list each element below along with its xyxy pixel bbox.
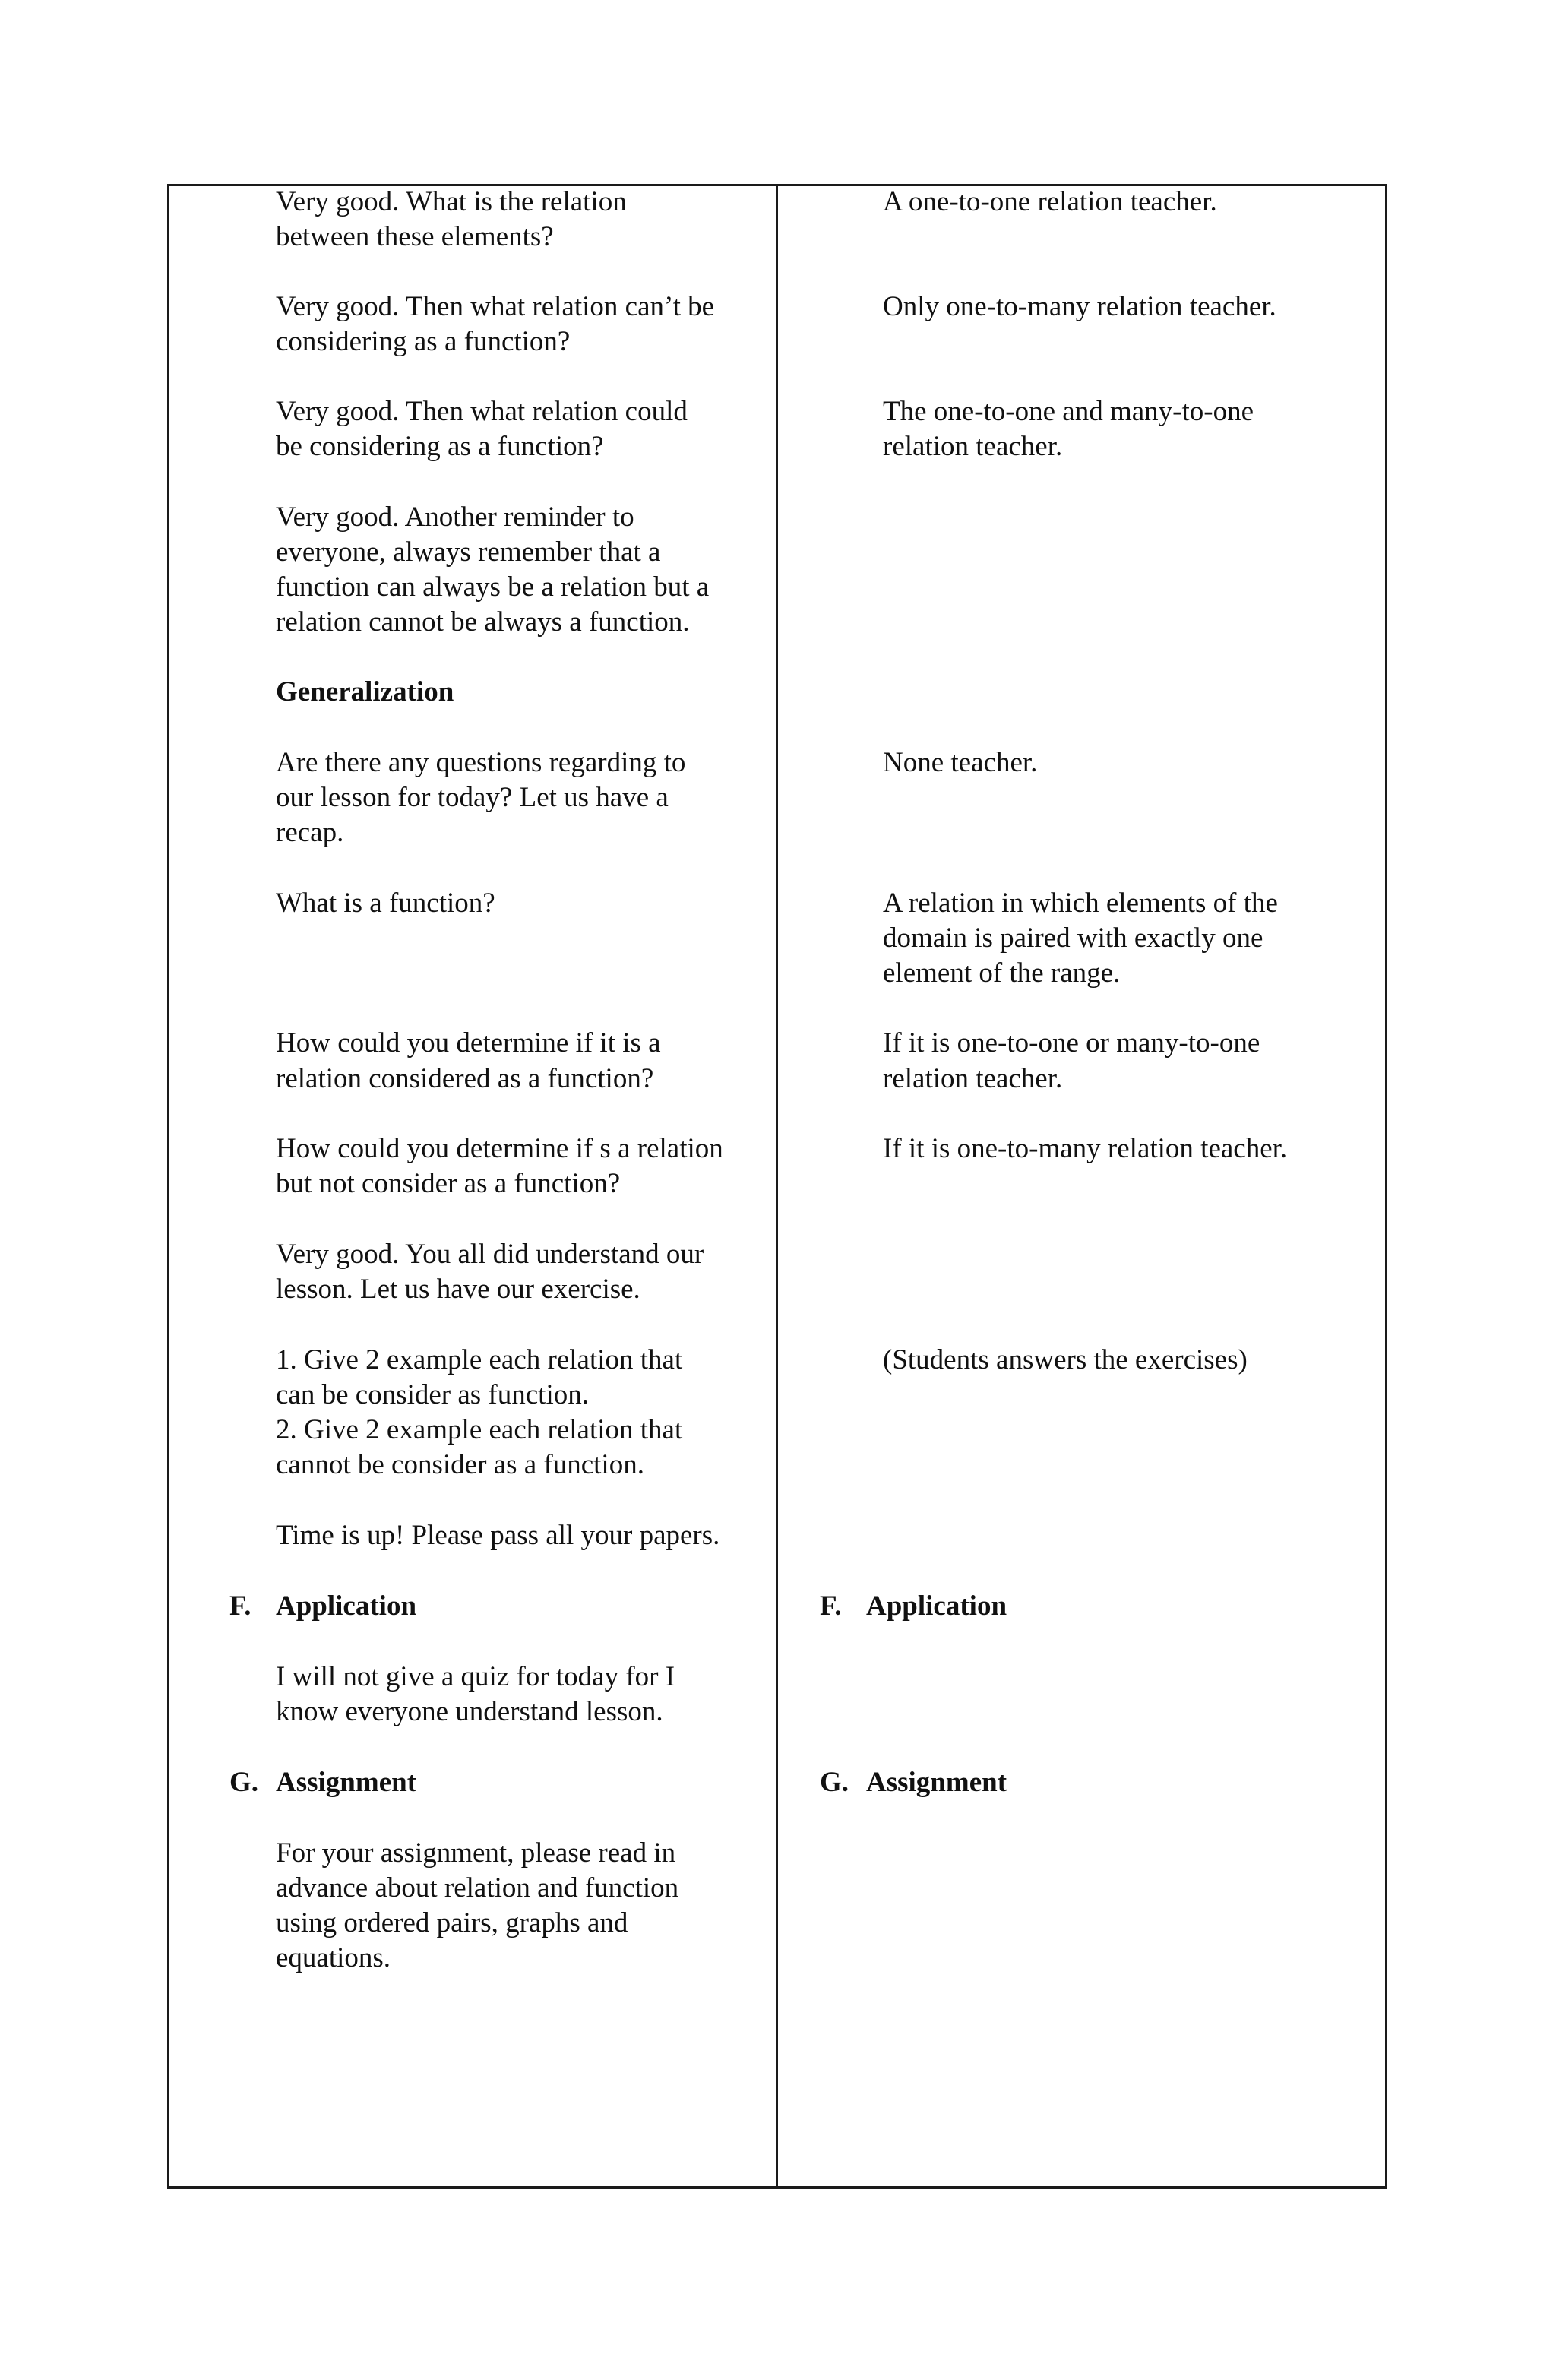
teacher-text-line: Very good. Another reminder to xyxy=(276,502,634,533)
teacher-text-line: equations. xyxy=(276,1942,391,1973)
teacher-text-line: relation considered as a function? xyxy=(276,1063,654,1094)
teacher-text-line: function can always be a relation but a xyxy=(276,571,710,603)
teacher-text-line: know everyone understand lesson. xyxy=(276,1696,663,1727)
section-f-letter: F. xyxy=(820,1590,842,1622)
section-g-letter: G. xyxy=(229,1767,259,1798)
teacher-text-line: lesson. Let us have our exercise. xyxy=(276,1274,640,1305)
teacher-text-line: 1. Give 2 example each relation that xyxy=(276,1344,683,1375)
teacher-text-line: I will not give a quiz for today for I xyxy=(276,1661,675,1692)
teacher-text-line: but not consider as a function? xyxy=(276,1168,621,1199)
section-g-title: Assignment xyxy=(276,1767,417,1798)
teacher-text-line: Very good. Then what relation can’t be xyxy=(276,291,715,322)
teacher-text-line: What is a function? xyxy=(276,888,495,919)
student-text-line: The one-to-one and many-to-one xyxy=(883,396,1254,427)
teacher-text-line: How could you determine if s a relation xyxy=(276,1133,723,1164)
teacher-text-line: cannot be consider as a function. xyxy=(276,1449,644,1480)
student-text-line: A relation in which elements of the xyxy=(883,888,1278,919)
teacher-text-line: everyone, always remember that a xyxy=(276,536,661,568)
student-text-line: Only one-to-many relation teacher. xyxy=(883,291,1276,322)
student-text-line: A one-to-one relation teacher. xyxy=(883,186,1217,217)
student-text-line: relation teacher. xyxy=(883,431,1063,462)
student-text-line: domain is paired with exactly one xyxy=(883,923,1263,954)
teacher-text-line: How could you determine if it is a xyxy=(276,1027,661,1059)
section-f-title: Application xyxy=(276,1590,417,1622)
teacher-text-line: Are there any questions regarding to xyxy=(276,747,686,778)
section-g-letter: G. xyxy=(820,1767,849,1798)
student-text-line: If it is one-to-many relation teacher. xyxy=(883,1133,1288,1164)
student-text-line: (Students answers the exercises) xyxy=(883,1344,1248,1375)
teacher-text-line: Time is up! Please pass all your papers. xyxy=(276,1520,720,1551)
teacher-text-line: using ordered pairs, graphs and xyxy=(276,1907,628,1938)
teacher-text-line: considering as a function? xyxy=(276,326,571,357)
teacher-text-line: can be consider as function. xyxy=(276,1379,589,1410)
teacher-text-line: Very good. What is the relation xyxy=(276,186,627,217)
teacher-text-line: be considering as a function? xyxy=(276,431,604,462)
section-f-letter: F. xyxy=(229,1590,251,1622)
teacher-text-line: 2. Give 2 example each relation that xyxy=(276,1414,683,1445)
teacher-text-line: recap. xyxy=(276,817,344,848)
student-text-line: None teacher. xyxy=(883,747,1038,778)
column-divider xyxy=(776,184,778,2189)
student-text-line: If it is one-to-one or many-to-one xyxy=(883,1027,1260,1059)
section-g-title: Assignment xyxy=(866,1767,1007,1798)
student-text-line: relation teacher. xyxy=(883,1063,1063,1094)
teacher-text-line: our lesson for today? Let us have a xyxy=(276,782,669,813)
student-text-line: element of the range. xyxy=(883,957,1121,989)
teacher-text-line: Very good. You all did understand our xyxy=(276,1239,704,1270)
teacher-text-line: advance about relation and function xyxy=(276,1872,679,1904)
teacher-text-line: For your assignment, please read in xyxy=(276,1837,676,1869)
teacher-text-line: relation cannot be always a function. xyxy=(276,606,690,638)
generalization-heading: Generalization xyxy=(276,676,454,707)
section-f-title: Application xyxy=(866,1590,1007,1622)
teacher-text-line: Very good. Then what relation could xyxy=(276,396,688,427)
teacher-text-line: between these elements? xyxy=(276,221,554,252)
